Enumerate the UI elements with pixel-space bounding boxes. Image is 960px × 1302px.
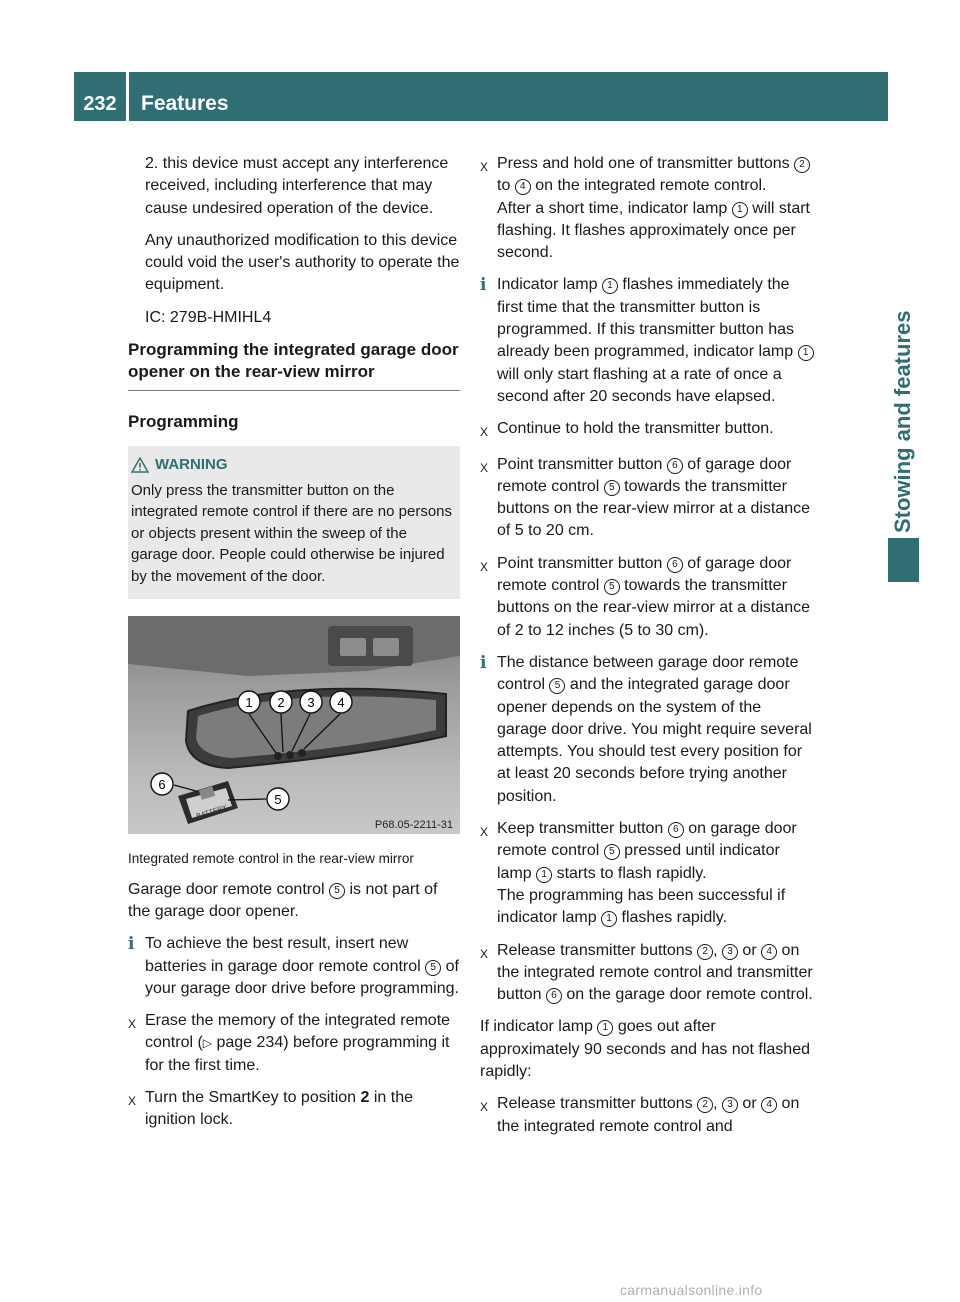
step-arrow-icon: X bbox=[480, 460, 489, 475]
instruction-step: X Keep transmitter button 6 on garage door remote control 5 pressed until indicator lamp 1 starts to flash rapidly. The programming has been successful if indicator lamp 1 flashes rapidly. bbox=[480, 818, 814, 929]
paragraph: Garage door remote control 5 is not part of the garage door opener. bbox=[128, 880, 438, 920]
side-tab-label: Stowing and features bbox=[890, 310, 915, 533]
watermark: carmanualsonline.info bbox=[620, 1282, 763, 1298]
page-ref-arrow-icon: ▷ bbox=[202, 1036, 213, 1051]
paragraph: Any unauthorized modification to this device could void the user's authority to operate the equipment. bbox=[145, 231, 460, 294]
callout-2 bbox=[270, 691, 292, 713]
svg-text:5: 5 bbox=[274, 792, 282, 808]
figure-code: P68.05-2211-31 bbox=[374, 819, 453, 832]
subsection-heading: Programming bbox=[128, 412, 239, 432]
warning-title bbox=[131, 454, 454, 476]
figure-caption: Integrated remote control in the rear-view mirror bbox=[128, 851, 414, 867]
instruction-step: X Point transmitter button 6 of garage door remote control 5 towards the transmitter buttons on the rear-view mirror at a distance of 5 to 20 cm. bbox=[480, 454, 814, 543]
callout-6 bbox=[151, 773, 173, 795]
step-arrow-icon: X bbox=[480, 425, 489, 440]
instruction-step: X Point transmitter button 6 of garage door remote control 5 towards the transmitter buttons on the rear-view mirror at a distance of 2 to 12 inches (5 to 30 cm). bbox=[480, 553, 814, 642]
paragraph: 2. this device must accept any interference received, including interference that may cause undesired operation of the device. bbox=[145, 155, 449, 217]
info-icon: i bbox=[480, 652, 487, 673]
callout-5 bbox=[267, 788, 289, 810]
warning-title-text: WARNING bbox=[155, 456, 228, 474]
left-column bbox=[128, 153, 460, 1142]
instruction-step: X Press and hold one of transmitter buttons 2 to 4 on the integrated remote control. After a short time, indicator lamp 1 will start flashing. It flashes approximately once per second. bbox=[480, 153, 814, 264]
step-arrow-icon: X bbox=[480, 1100, 489, 1115]
svg-text:6: 6 bbox=[158, 777, 166, 793]
callout-4 bbox=[330, 691, 352, 713]
right-column bbox=[480, 153, 814, 1148]
page-title: Features bbox=[141, 92, 229, 115]
svg-text:2: 2 bbox=[277, 695, 285, 711]
callout-1 bbox=[238, 691, 260, 713]
info-icon: i bbox=[480, 275, 487, 296]
instruction-step: X Turn the SmartKey to position 2 in the ignition lock. bbox=[128, 1087, 460, 1132]
info-note: i Indicator lamp 1 flashes immediately the first time that the transmitter button is programmed. If this transmitter button has already been programmed, indicator lamp 1 will only start flashing at a rate of once a second after 20 seconds have elapsed. bbox=[480, 274, 814, 408]
step-arrow-icon: X bbox=[480, 825, 489, 840]
header-divider bbox=[126, 72, 129, 121]
callout-ref-5: 5 bbox=[425, 960, 441, 976]
page-number: 232 bbox=[83, 93, 117, 115]
mirror-illustration bbox=[128, 616, 460, 834]
paragraph: If indicator lamp 1 goes out after approximately 90 seconds and has not flashed rapidly: bbox=[480, 1018, 810, 1080]
callout-ref-5: 5 bbox=[329, 883, 345, 899]
svg-text:3: 3 bbox=[307, 695, 315, 711]
step-arrow-icon: X bbox=[480, 559, 489, 574]
section-heading: Programming the integrated garage door opener on the rear-view mirror bbox=[128, 339, 460, 391]
instruction-step: X Continue to hold the transmitter button. bbox=[480, 418, 814, 443]
warning-box bbox=[128, 446, 460, 599]
instruction-step: X Release transmitter buttons 2 , 3 or 4 on the integrated remote control and transmitter button 6 on the garage door remote control. bbox=[480, 940, 814, 1007]
step-arrow-icon: X bbox=[128, 1094, 137, 1109]
instruction-step: X Erase the memory of the integrated remote control (▷ page 234) before programming it for the first time. bbox=[128, 1010, 460, 1077]
callout-3 bbox=[300, 691, 322, 713]
step-arrow-icon: X bbox=[128, 1017, 137, 1032]
warning-triangle-icon bbox=[131, 457, 149, 473]
instruction-step: X Release transmitter buttons 2 , 3 or 4 on the integrated remote control and bbox=[480, 1093, 814, 1138]
warning-text: Only press the transmitter button on the integrated remote control if there are no persons or objects present within the sweep of the garage door. People could otherwise be injured by the movement of the door. bbox=[131, 481, 453, 585]
rear-view-mirror-figure bbox=[128, 616, 460, 834]
info-icon: i bbox=[128, 934, 135, 955]
intro-block bbox=[128, 153, 460, 329]
info-note: i The distance between garage door remote control 5 and the integrated garage door opener depends on the system of the garage door drive. You might require several attempts. You should test every position for at least 20 seconds before trying another position. bbox=[480, 652, 814, 808]
svg-text:4: 4 bbox=[337, 695, 345, 711]
step-arrow-icon: X bbox=[480, 160, 489, 174]
info-note: i To achieve the best result, insert new batteries in garage door remote control 5 of your garage door drive before programming. bbox=[128, 933, 460, 1000]
side-tab-marker bbox=[888, 538, 919, 582]
step-arrow-icon: X bbox=[480, 946, 489, 961]
battery-label: BATTERY bbox=[195, 804, 228, 821]
svg-text:1: 1 bbox=[245, 695, 253, 711]
paragraph: IC: 279B-HMIHL4 bbox=[145, 308, 272, 326]
